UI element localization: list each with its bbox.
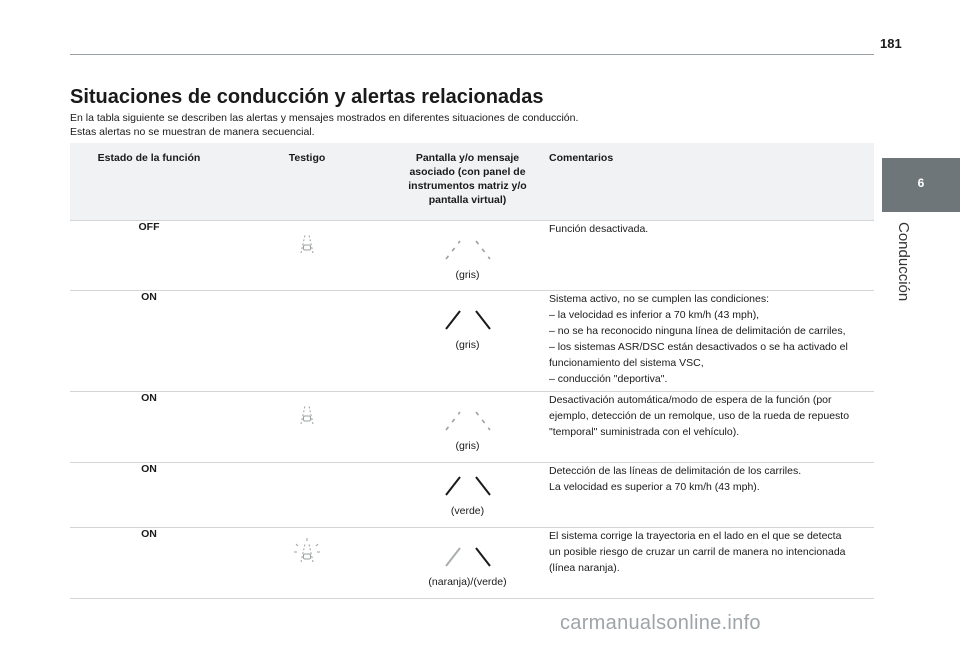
display-caption: (gris) <box>455 440 480 452</box>
display-caption: (naranja)/(verde) <box>428 576 507 588</box>
table-row <box>70 291 874 392</box>
warning-light-cell <box>228 528 386 599</box>
lane-lines-icon <box>438 473 498 499</box>
display-cell <box>386 291 549 392</box>
header-warning-light: Testigo <box>228 143 386 221</box>
comment-line: Desactivación automática/modo de espera de la función (por <box>549 394 832 406</box>
warning-light-cell <box>228 463 386 528</box>
comment-line: La velocidad es superior a 70 km/h (43 mph). <box>549 481 760 493</box>
state-cell: ON <box>70 528 228 599</box>
header-divider <box>70 54 874 55</box>
intro-line: Estas alertas no se muestran de manera secuencial. <box>70 126 315 138</box>
warning-light-cell <box>228 291 386 392</box>
lane-lines-icon <box>438 237 498 263</box>
warning-light-cell <box>228 392 386 463</box>
comment-line: funcionamiento del sistema VSC, <box>549 357 704 369</box>
table-row <box>70 221 874 291</box>
display-caption: (gris) <box>455 339 480 351</box>
display-cell <box>386 463 549 528</box>
section-tab[interactable] <box>882 158 960 212</box>
display-cell <box>386 528 549 599</box>
comment-line: – no se ha reconocido ninguna línea de delimitación de carriles, <box>549 325 846 337</box>
lane-lines-icon <box>438 307 498 333</box>
page-number: 181 <box>880 36 902 51</box>
display-caption: (verde) <box>450 505 485 517</box>
table-row <box>70 528 874 599</box>
watermark: carmanualsonline.info <box>560 612 761 634</box>
lane-lines-icon <box>438 544 498 570</box>
comment-cell <box>549 291 874 392</box>
lane-departure-warning-light-icon <box>294 231 320 257</box>
display-cell <box>386 392 549 463</box>
lane-lines-icon <box>438 408 498 434</box>
table-row <box>70 392 874 463</box>
comment-line: – conducción "deportiva". <box>549 373 668 385</box>
comment-line: ejemplo, detección de un remolque, uso de la rueda de repuesto <box>549 410 850 422</box>
display-cell <box>386 221 549 291</box>
lane-departure-warning-light-icon <box>294 402 320 428</box>
comment-line: – la velocidad es inferior a 70 km/h (43 mph), <box>549 309 760 321</box>
display-caption: (gris) <box>455 269 480 281</box>
table-header-row <box>70 143 874 221</box>
comment-line: Sistema activo, no se cumplen las condiciones: <box>549 293 770 305</box>
alerts-table <box>70 143 874 599</box>
state-cell: OFF <box>70 221 228 291</box>
intro-line: En la tabla siguiente se describen las alertas y mensajes mostrados en diferentes situaciones de conducción. <box>70 112 579 124</box>
comment-line: un posible riesgo de cruzar un carril de manera no intencionada <box>549 546 846 558</box>
section-label: Conducción <box>895 222 912 302</box>
state-cell: ON <box>70 291 228 392</box>
section-number: 6 <box>917 176 925 190</box>
warning-light-cell <box>228 221 386 291</box>
table-row <box>70 463 874 528</box>
comment-line: Función desactivada. <box>549 223 649 235</box>
comment-cell <box>549 528 874 599</box>
header-display-label: Pantalla y/o mensaje asociado (con panel de instrumentos matriz y/o pantalla virtual) <box>408 152 527 206</box>
intro-text <box>70 111 578 139</box>
lane-departure-warning-flashing-icon <box>292 538 322 566</box>
comment-line: "temporal" suministrada con el vehículo). <box>549 426 740 438</box>
comment-line: – los sistemas ASR/DSC están desactivados o se ha activado el <box>549 341 848 353</box>
comment-cell <box>549 392 874 463</box>
comment-line: (línea naranja). <box>549 562 620 574</box>
page-title: Situaciones de conducción y alertas relacionadas <box>70 86 544 108</box>
header-state: Estado de la función <box>70 143 228 221</box>
header-display <box>386 143 549 221</box>
comment-cell <box>549 463 874 528</box>
header-comments: Comentarios <box>549 143 874 221</box>
comment-line: El sistema corrige la trayectoria en el lado en el que se detecta <box>549 530 842 542</box>
comment-line: Detección de las líneas de delimitación de los carriles. <box>549 465 802 477</box>
comment-cell <box>549 221 874 291</box>
state-cell: ON <box>70 392 228 463</box>
state-cell: ON <box>70 463 228 528</box>
